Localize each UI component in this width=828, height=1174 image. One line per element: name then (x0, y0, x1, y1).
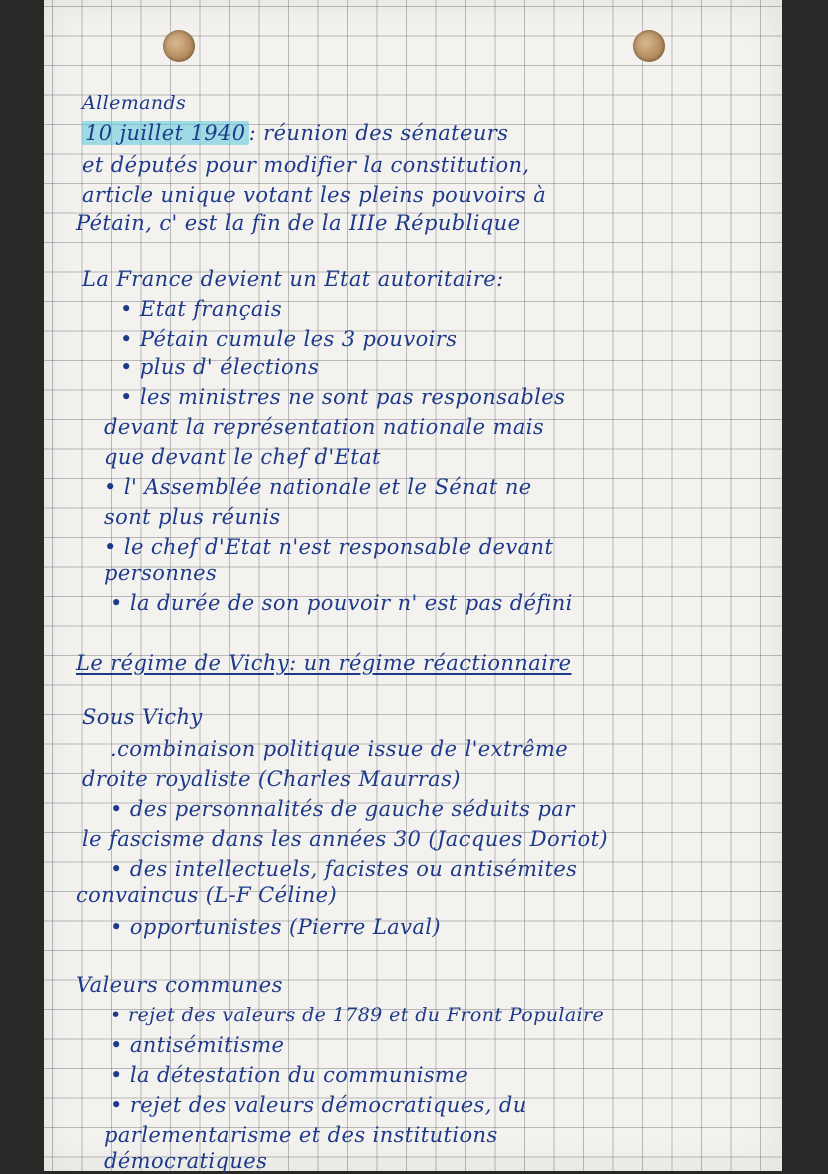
section-heading-regime: Le régime de Vichy: un régime réactionnaire (76, 651, 572, 675)
note-line: devant la représentation nationale mais (104, 415, 545, 439)
note-line: • rejet des valeurs démocratiques, du (110, 1093, 527, 1117)
note-line: droite royaliste (Charles Maurras) (82, 767, 461, 791)
note-line: • des intellectuels, facistes ou antisémites (110, 857, 578, 881)
note-line: démocratiques (104, 1149, 268, 1173)
note-line: • l' Assemblée nationale et le Sénat ne (104, 475, 532, 499)
section-heading-etat-autoritaire: La France devient un Etat autoritaire: (82, 267, 504, 291)
binder-hole-left (163, 30, 195, 62)
section-heading-sous-vichy: Sous Vichy (82, 705, 203, 729)
notebook-page (44, 0, 782, 1171)
note-line: et députés pour modifier la constitution, (82, 153, 530, 177)
note-line: parlementarisme et des institutions (104, 1123, 498, 1147)
note-line: convaincus (L-F Céline) (76, 883, 338, 907)
note-line: que devant le chef d'Etat (104, 445, 381, 469)
note-line: • la détestation du communisme (110, 1063, 469, 1087)
note-line: .combinaison politique issue de l'extrême (110, 737, 569, 761)
note-line: • Pétain cumule les 3 pouvoirs (120, 327, 458, 351)
date-highlight: 10 juillet 1940 (82, 121, 249, 145)
note-line: Pétain, c' est la fin de la IIIe République (76, 211, 521, 235)
note-line: • les ministres ne sont pas responsables (120, 385, 566, 409)
note-line: • plus d' élections (120, 355, 320, 379)
note-line: article unique votant les pleins pouvoirs à (82, 183, 547, 207)
note-line (82, 120, 508, 146)
note-line: le fascisme dans les années 30 (Jacques Doriot) (82, 827, 609, 851)
note-line: • Etat français (120, 297, 283, 321)
note-line: • antisémitisme (110, 1033, 285, 1057)
note-line: sont plus réunis (104, 505, 281, 529)
note-line: • des personnalités de gauche séduits par (110, 797, 575, 821)
note-line: • la durée de son pouvoir n' est pas défini (110, 591, 573, 615)
note-line: • rejet des valeurs de 1789 et du Front Populaire (110, 1004, 605, 1026)
note-line: • le chef d'Etat n'est responsable devant (104, 535, 554, 559)
section-heading-valeurs: Valeurs communes (76, 973, 283, 997)
note-line: • opportunistes (Pierre Laval) (110, 915, 441, 939)
note-line: personnes (104, 561, 218, 585)
section-heading-allemands: Allemands (82, 92, 187, 114)
binder-hole-right (633, 30, 665, 62)
note-text: : réunion des sénateurs (248, 121, 509, 145)
